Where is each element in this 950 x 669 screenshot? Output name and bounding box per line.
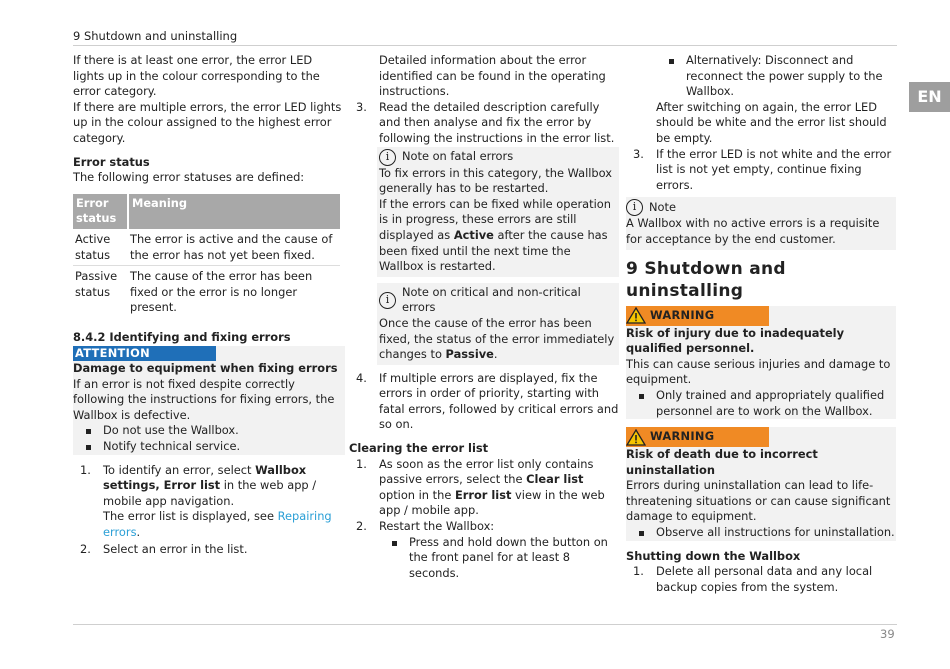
warning-label: WARNING [650,307,715,322]
info-icon: i [379,292,396,309]
language-tab: EN [909,82,950,112]
info-icon: i [626,199,643,216]
step-number: 1. [356,456,367,471]
ui-term: Error list [454,487,512,502]
paragraph: The following error statuses are defined: [73,170,305,185]
table-cell: Active status [73,229,128,266]
step-text: If the error LED is not white and the error list is not yet empty, continue fixing errors. [656,146,892,192]
attention-title: Damage to equipment when fixing errors [73,361,338,376]
result-text: . [136,525,141,540]
step-number: 2. [356,519,367,534]
step-text: view in the web app / mobile app. [379,487,605,518]
note-box [626,197,896,249]
warning-box-personnel [626,306,896,420]
attention-bullet: Notify technical service. [73,439,345,455]
warning-bullet: Only trained and appropriately qualified personnel are to work on the Wallbox. [626,388,896,419]
step-number: 2. [80,541,91,556]
step-1-result [73,509,345,540]
shutdown-step-1 [626,564,896,595]
table-cell: Passive status [75,269,118,299]
repairing-errors-link[interactable]: Repairing errors [103,509,332,540]
note-text: To fix errors in this category, the Wallbox generally has to be restarted. [379,165,613,196]
step-text: Delete all personal data and any local backup copies from the system. [656,564,873,594]
running-header: 9 Shutdown and uninstalling [73,29,238,43]
warning-triangle-icon [626,307,646,324]
note-text [379,197,617,275]
warning-text: Errors during uninstallation can lead to life-threatening situations or can cause significant damage to equipment. [626,478,891,524]
warning-bullet: Observe all instructions for uninstallation. [626,525,896,541]
warning-box-uninstall [626,427,896,541]
restart-bullet: Press and hold down the button on the front panel for at least 8 seconds. [379,535,619,582]
table-header-row [73,194,340,229]
info-icon: i [379,149,396,166]
attention-bullet: Do not use the Wallbox. [73,423,345,439]
step-4 [349,371,619,433]
step-text: in the web app / mobile app navigation. [103,478,317,508]
attention-label: ATTENTION [73,346,216,362]
paragraph: After switching on again, the error LED should be white and the error list should be empty. [656,99,887,145]
step-text: To identify an error, select [103,462,256,477]
note-text-part: Once the cause of the error has been fixed, the status of the error immediately changes to [379,315,615,362]
note-header [379,149,617,166]
table-cell: The error is active and the cause of the error has not yet been fixed. [128,229,340,266]
step-text: As soon as the error list only contains passive errors, select the [379,456,594,487]
warning-title: Risk of injury due to inadequately qualified personnel. [626,325,844,356]
note-text-part: If the errors can be fixed while operation is in progress, these errors are still displayed as [379,196,611,242]
ui-term: Wallbox settings [103,462,307,493]
paragraph: Detailed information about the error identified can be found in the operating instructions. [379,53,606,99]
warning-title: Risk of death due to incorrect uninstallation [626,447,818,477]
note-title: Note [649,200,676,215]
warning-label: WARNING [650,429,715,444]
attention-box [73,346,345,455]
step-text: Restart the Wallbox: [379,519,495,534]
note-header [379,285,617,316]
paragraph: If there is at least one error, the error LED lights up in the colour corresponding to the error category. [73,53,320,99]
warning-text: This can cause serious injuries and damage to equipment. [626,356,891,387]
table-row [73,229,340,266]
step-number: 3. [356,99,367,114]
warning-label-bar [626,306,769,326]
note-text [379,316,617,363]
note-text: A Wallbox with no active errors is a requisite for acceptance by the end customer. [626,216,880,246]
clear-step-2 [349,519,619,535]
clearing-heading: Clearing the error list [349,441,489,456]
table-header-cell: Error status [73,194,128,229]
table-header-cell: Meaning [128,194,340,229]
note-text-part: . [493,347,498,362]
note-critical-errors [377,283,619,365]
ui-term: Passive [445,347,494,362]
warning-triangle-icon [626,429,646,446]
step-3 [626,147,896,194]
note-header [626,199,894,216]
step-1 [73,463,345,510]
paragraph: If there are multiple errors, the error LED lights up in the colour assigned to the highest error category. [73,99,342,145]
warning-label-bar [626,427,769,447]
note-text-part: after the cause has been fixed until the next time the Wallbox is restarted. [379,227,608,274]
clear-step-1 [349,457,619,519]
step-3 [349,100,619,147]
column-middle [349,53,619,581]
note-fatal-errors [377,147,619,277]
ui-term: Active [453,227,494,242]
subsection-heading: 8.4.2 Identifying and fixing errors [73,329,291,344]
step-number: 3. [633,146,644,161]
result-text: The error list is displayed, see [103,509,278,524]
step-text: Select an error in the list. [103,541,248,556]
column-left [73,53,345,557]
step-text: If multiple errors are displayed, fix the errors in order of priority, starting with fatal errors, followed by critical errors and so on. [379,370,619,432]
step-number: 1. [80,462,91,477]
step-number: 1. [633,564,644,579]
alternative-bullet: Alternatively: Disconnect and reconnect the power supply to the Wallbox. [656,53,896,100]
table-cell: The cause of the error has been fixed or the error is no longer present. [130,269,313,315]
step-number: 4. [356,370,367,385]
table-row [73,266,340,318]
column-right [626,53,896,595]
step-2 [73,542,345,558]
ui-term: Error list [163,478,221,493]
header-divider [73,45,897,46]
attention-text: If an error is not fixed despite correctly following the instructions for fixing errors, the Wallbox is defective. [73,376,335,422]
error-status-table [73,194,340,318]
step-text: option in the [379,487,455,502]
page-number: 39 [880,627,895,641]
note-title: Note on critical and non-critical errors [401,284,581,315]
shutdown-heading: Shutting down the Wallbox [626,548,801,563]
step-text: Read the detailed description carefully and then analyse and fix the error by following the instructions in the error list. [379,99,615,145]
footer-divider [73,624,897,625]
note-title: Note on fatal errors [402,149,514,164]
separator: , [155,478,164,493]
error-status-heading: Error status [73,154,150,169]
section-title: 9 Shutdown and uninstalling [626,258,786,301]
ui-term: Clear list [526,472,584,487]
